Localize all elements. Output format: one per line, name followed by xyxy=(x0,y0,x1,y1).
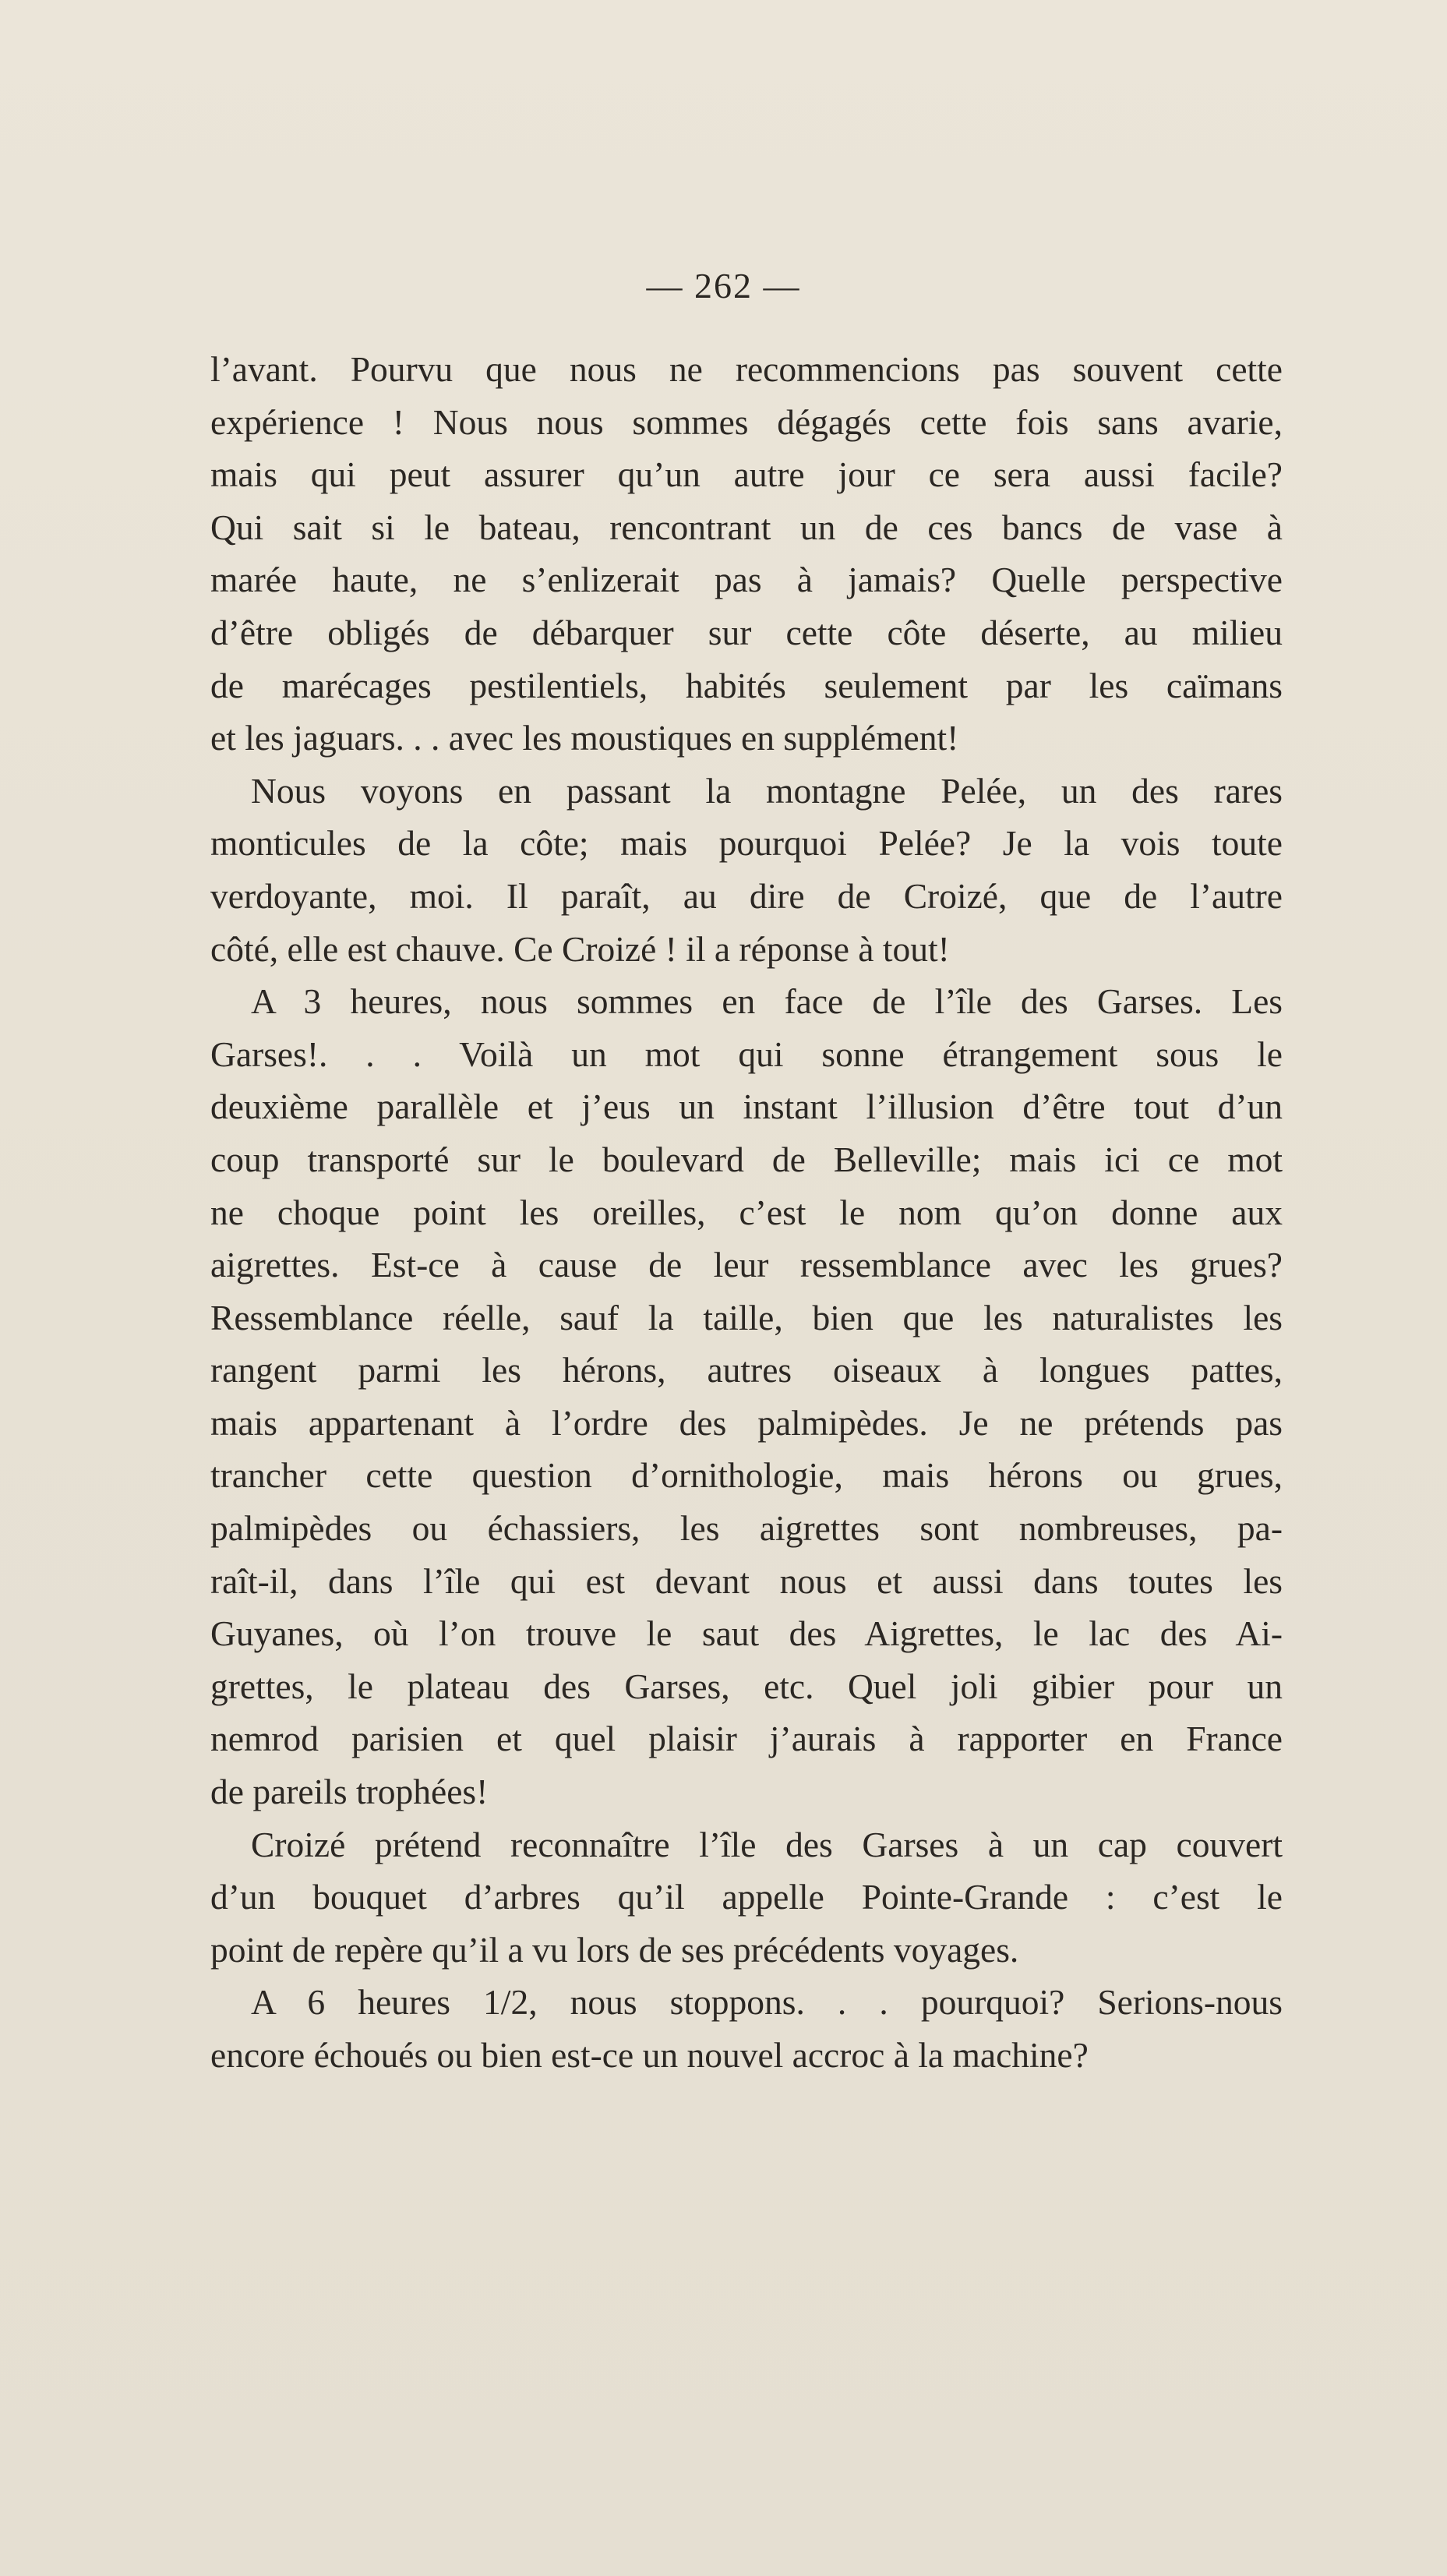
text-line: Garses!. . . Voilà un mot qui sonne étrangement sous le xyxy=(210,1034,1283,1074)
text-line: mais appartenant à l’ordre des palmipèdes. Je ne prétends pas xyxy=(210,1402,1283,1443)
paragraph xyxy=(210,1818,1283,1977)
text-line: encore échoués ou bien est-ce un nouvel accroc à la machine? xyxy=(210,2035,1089,2075)
text-line: d’être obligés de débarquer sur cette côte déserte, au milieu xyxy=(210,612,1283,652)
text-line: A 6 heures 1/2, nous stoppons. . . pourquoi? Serions-nous xyxy=(251,1982,1283,2023)
text-line: et les jaguars. . . avec les moustiques en supplément! xyxy=(210,718,959,758)
text-line: raît-il, dans l’île qui est devant nous et aussi dans toutes les xyxy=(210,1560,1283,1601)
body-text xyxy=(210,343,1283,2082)
text-line: point de repère qu’il a vu lors de ses précédents voyages. xyxy=(210,1929,1019,1970)
text-line: nemrod parisien et quel plaisir j’aurais à rapporter en France xyxy=(210,1719,1283,1759)
text-line: côté, elle est chauve. Ce Croizé ! il a réponse à tout! xyxy=(210,928,950,969)
paragraph xyxy=(210,975,1283,1818)
text-line: Guyanes, où l’on trouve le saut des Aigrettes, le lac des Ai- xyxy=(210,1613,1283,1654)
paragraph xyxy=(210,765,1283,975)
text-line: monticules de la côte; mais pourquoi Pelée? Je la vois toute xyxy=(210,823,1283,864)
text-line: coup transporté sur le boulevard de Belleville; mais ici ce mot xyxy=(210,1139,1283,1179)
text-line: palmipèdes ou échassiers, les aigrettes sont nombreuses, pa- xyxy=(210,1508,1283,1549)
paragraph xyxy=(210,1976,1283,2081)
text-line: deuxième parallèle et j’eus un instant l’illusion d’être tout d’un xyxy=(210,1087,1283,1127)
text-line: de pareils trophées! xyxy=(210,1772,489,1812)
text-line: rangent parmi les hérons, autres oiseaux à longues pattes, xyxy=(210,1350,1283,1390)
text-line: verdoyante, moi. Il paraît, au dire de Croizé, que de l’autre xyxy=(210,875,1283,916)
text-line: Qui sait si le bateau, rencontrant un de ces bancs de vase à xyxy=(210,507,1283,547)
page-number: — 262 — xyxy=(646,266,801,306)
paragraph xyxy=(210,343,1283,765)
text-line: l’avant. Pourvu que nous ne recommencions pas souvent cette xyxy=(210,349,1283,389)
text-line: aigrettes. Est-ce à cause de leur ressemblance avec les grues? xyxy=(210,1245,1283,1285)
text-line: mais qui peut assurer qu’un autre jour ce sera aussi facile? xyxy=(210,454,1283,495)
text-line: grettes, le plateau des Garses, etc. Quel joli gibier pour un xyxy=(210,1666,1283,1706)
text-line: Ressemblance réelle, sauf la taille, bien que les naturalistes les xyxy=(210,1297,1283,1337)
text-line: trancher cette question d’ornithologie, mais hérons ou grues, xyxy=(210,1455,1283,1496)
text-line: expérience ! Nous nous sommes dégagés cette fois sans avarie, xyxy=(210,401,1283,442)
text-line: de marécages pestilentiels, habités seulement par les caïmans xyxy=(210,665,1283,705)
text-line: d’un bouquet d’arbres qu’il appelle Pointe-Grande : c’est le xyxy=(210,1877,1283,1917)
text-line: ne choque point les oreilles, c’est le nom qu’on donne aux xyxy=(210,1192,1283,1232)
text-line: Croizé prétend reconnaître l’île des Garses à un cap couvert xyxy=(251,1824,1283,1864)
text-line: A 3 heures, nous sommes en face de l’île des Garses. Les xyxy=(251,981,1283,1022)
text-line: marée haute, ne s’enlizerait pas à jamais? Quelle perspective xyxy=(210,560,1283,600)
text-line: Nous voyons en passant la montagne Pelée, un des rares xyxy=(251,770,1283,811)
